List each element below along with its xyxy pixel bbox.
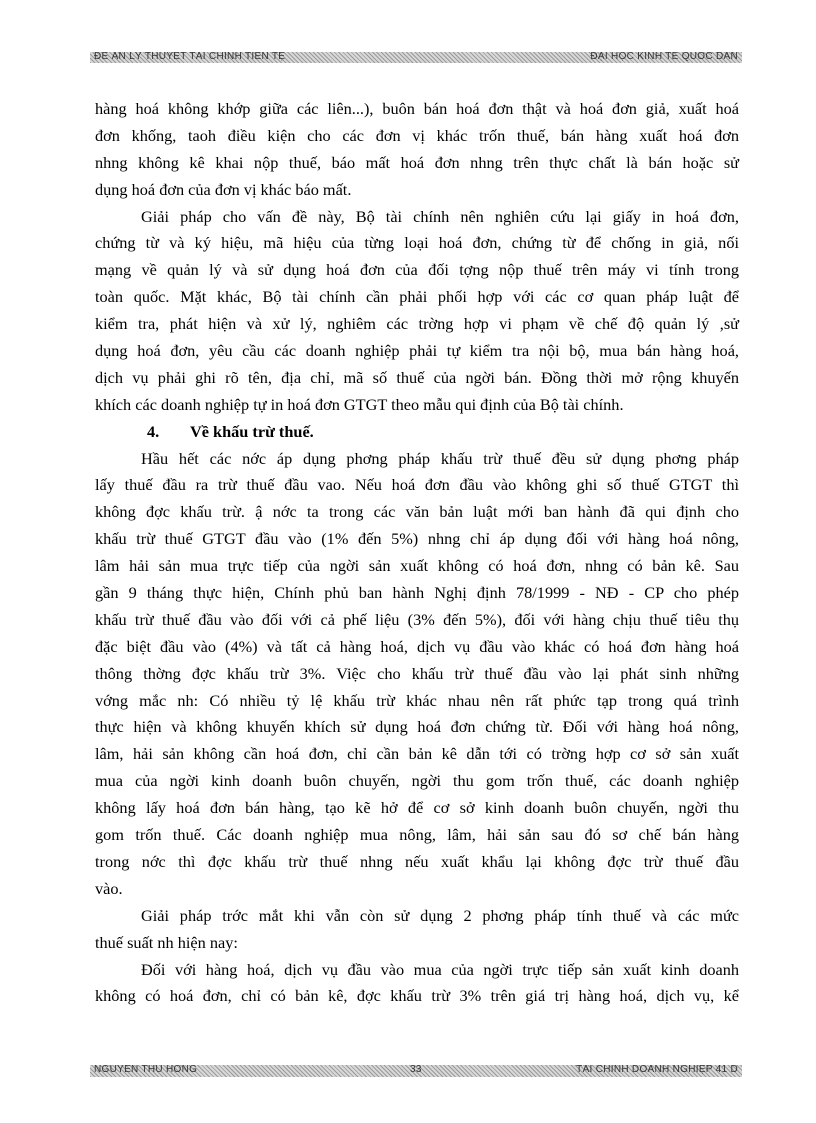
text-line: không đợc khấu trừ. ậ nớc ta trong các văn bản luật mới ban hành đã qui định cho [95,502,739,522]
section-title: Về khấu trừ thuế. [190,421,314,441]
text-line: lâm, hải sản không cần hoá đơn, chỉ cần bản kê dẫn tới có trờng hợp cơ sở sản xuất [95,744,739,764]
text-line: khấu trừ thuế GTGT đầu vào (1% đến 5%) nhng chỉ áp dụng đối với hàng hoá nông, [95,529,739,549]
text-line: dụng hoá đơn của đơn vị khác báo mất. [95,179,352,199]
text-line: gần 9 tháng thực hiện, Chính phủ ban hành Nghị định 78/1999 - NĐ - CP cho phép [95,583,739,603]
section-heading [95,419,739,446]
text-line: hàng hoá không khớp giữa các liên...), buôn bán hoá đơn thật và hoá đơn giả, xuất hoá [95,99,739,118]
text-line: lâm hải sản mua trực tiếp của ngời sản xuất không có hoá đơn, nhng có bản kê. Sau [95,556,739,576]
paragraph-3 [95,446,739,903]
text-line: thực hiện và không khuyến khích sử dụng hoá đơn chứng từ. Đối với hàng hoá nông, [95,717,739,737]
paragraph-4 [95,903,739,957]
page-header [90,52,742,63]
text-line: không lấy hoá đơn bán hàng, tạo kẽ hở để cơ sở kinh doanh buôn chuyến, ngời thu [95,798,739,818]
text-line: kiểm tra, phát hiện và xử lý, nghiêm các trờng hợp vi phạm về chế độ quản lý ,sử [95,314,739,334]
text-line: Giải pháp cho vấn đề này, Bộ tài chính nên nghiên cứu lại giấy in hoá đơn, [141,206,739,226]
text-line: mạng về quản lý và sử dụng hoá đơn của đối tợng nộp thuế trên máy vi tính trong [95,260,739,280]
text-line: lấy thuế đầu ra trừ thuế đầu vao. Nếu hoá đơn đầu vào không ghi số thuế GTGT thì [95,475,739,495]
document-body [95,96,739,1010]
paragraph-1 [95,96,739,204]
text-line: đơn khống, taoh điều kiện cho các đơn vị khác trốn thuế, bán hàng xuất hoá đơn [95,125,739,145]
text-line: vớng mắc nh: Có nhiều tỷ lệ khấu trừ khác nhau nên rất phức tạp trong quá trình [95,690,739,710]
paragraph-5 [95,957,739,1011]
footer-class: TÀI CHÍNH DOANH NGHIỆP 41 D [576,1065,738,1075]
text-line: vào. [95,878,123,898]
text-line: Giải pháp trớc mắt khi vẫn còn sử dụng 2 phơng pháp tính thuế và các mức [141,905,739,925]
header-right-text: ĐẠI HỌC KINH TẾ QUỐC DÂN [590,52,738,62]
text-line: dụng hoá đơn, yêu cầu các doanh nghiệp phải tự kiểm tra nội bộ, mua bán hàng hoá, [95,341,739,361]
text-line: Đối với hàng hoá, dịch vụ đầu vào mua của ngời trực tiếp sản xuất kinh doanh [141,959,739,979]
text-line: không có hoá đơn, chỉ có bản kê, đợc khấu trừ 3% trên giá trị hàng hoá, dịch vụ, kể [95,986,739,1006]
text-line: khấu trừ thuế đầu vào đối với cả phế liệu (3% đến 5%), đối với hàng chịu thuế tiêu thụ [95,609,739,629]
text-line: đặc biệt đầu vào (4%) và tất cả hàng hoá, dịch vụ đầu vào khác có hoá đơn hàng hoá [95,636,739,656]
paragraph-2 [95,204,739,419]
text-line: dịch vụ phải ghi rõ tên, địa chỉ, mã số thuế của ngời bán. Đồng thời mở rộng khuyến [95,367,739,387]
footer-author: NGUYỄN THU HỒNG [94,1065,198,1075]
text-line: nhng không kê khai nộp thuế, báo mất hoá đơn nhng trên thực chất là bán hoặc sử [95,152,739,172]
text-line: chứng từ và ký hiệu, mã hiệu của từng loại hoá đơn, chứng từ để chống in giả, nối [95,233,739,253]
text-line: Hầu hết các nớc áp dụng phơng pháp khấu trừ thuế đều sử dụng phơng pháp [141,448,739,468]
text-line: khích các doanh nghiệp tự in hoá đơn GTGT theo mẫu qui định của Bộ tài chính. [95,394,624,414]
header-left-text: ĐỀ ÁN LÝ THUYẾT TÀI CHÍNH TIỀN TỆ [94,52,286,62]
text-line: toàn quốc. Mặt khác, Bộ tài chính cần phải phối hợp với các cơ quan pháp luật để [95,287,739,307]
page-footer [90,1065,742,1077]
text-line: thuế suất nh hiện nay: [95,932,238,952]
section-number: 4. [147,421,160,441]
text-line: thông thờng đợc khấu trừ 3%. Việc cho khấu trừ thuế đầu vào lại phát sinh những [95,663,739,683]
text-line: trong nớc thì đợc khấu trừ thuế nhng nếu xuất khẩu lại không đợc trừ thuế đầu [95,851,739,871]
text-line: mua của ngời kinh doanh buôn chuyến, ngời thu gom trốn thuế, các doanh nghiệp [95,771,739,791]
page-number: 33 [410,1065,422,1075]
text-line: gom trốn thuế. Các doanh nghiệp mua nông, lâm, hải sản sau đó sơ chế bán hàng [95,825,739,845]
